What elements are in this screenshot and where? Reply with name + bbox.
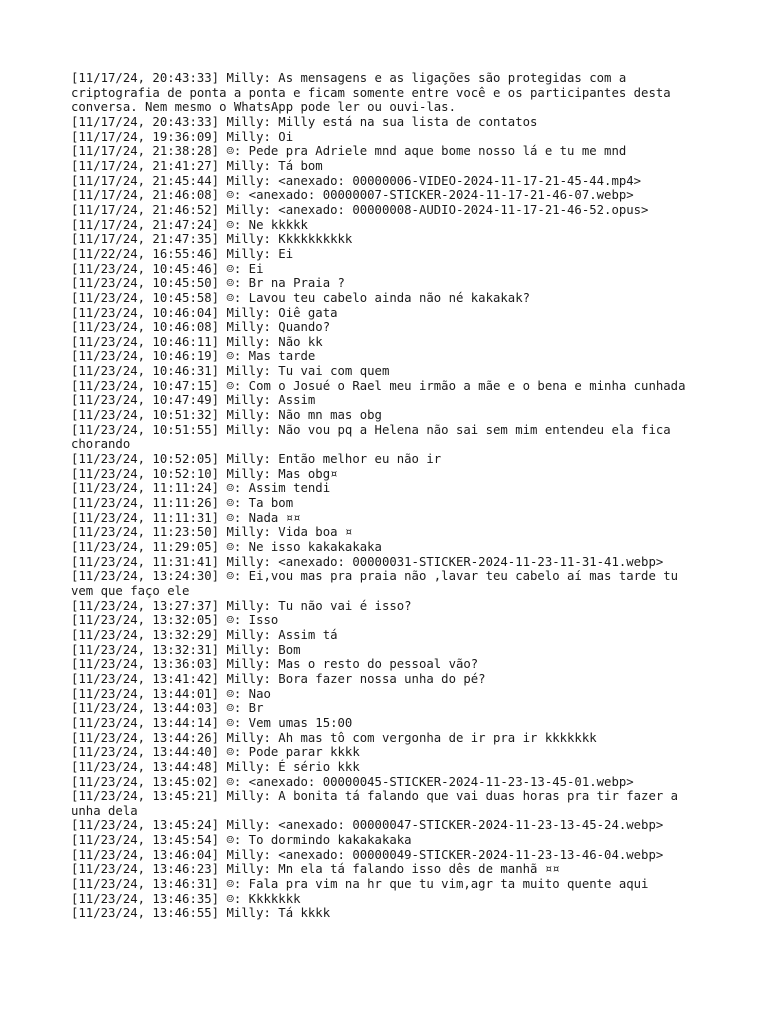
chat-line: [11/17/24, 21:46:52] Milly: <anexado: 00000008-AUDIO-2024-11-17-21-46-52.opus> bbox=[71, 202, 649, 217]
chat-line: [11/17/24, 21:47:35] Milly: Kkkkkkkkkk bbox=[71, 232, 353, 247]
chat-line: [11/23/24, 13:45:54] ☺: To dormindo kakakakaka bbox=[71, 833, 412, 848]
chat-line: [11/23/24, 13:32:31] Milly: Bom bbox=[71, 642, 301, 657]
chat-line: [11/23/24, 13:45:02] ☺: <anexado: 00000045-STICKER-2024-11-23-13-45-01.webp> bbox=[71, 774, 634, 789]
chat-line: [11/23/24, 10:51:32] Milly: Não mn mas obg bbox=[71, 408, 382, 423]
chat-line: [11/23/24, 10:47:15] ☺: Com o Josué o Rael meu irmão a mãe e o bena e minha cunhada bbox=[71, 378, 686, 393]
chat-line: [11/23/24, 10:52:10] Milly: Mas obg¤ bbox=[71, 466, 338, 481]
chat-line: [11/23/24, 13:46:55] Milly: Tá kkkk bbox=[71, 906, 331, 921]
chat-line: [11/23/24, 13:44:40] ☺: Pode parar kkkk bbox=[71, 745, 360, 760]
chat-line: [11/23/24, 10:46:31] Milly: Tu vai com quem bbox=[71, 364, 390, 379]
chat-line: [11/17/24, 20:43:33] Milly: Milly está na sua lista de contatos bbox=[71, 114, 538, 129]
chat-line: [11/17/24, 21:45:44] Milly: <anexado: 00000006-VIDEO-2024-11-17-21-45-44.mp4> bbox=[71, 173, 642, 188]
chat-line: [11/17/24, 21:41:27] Milly: Tá bom bbox=[71, 158, 323, 173]
chat-line: [11/23/24, 13:32:05] ☺: Isso bbox=[71, 613, 279, 628]
chat-line: [11/23/24, 10:46:04] Milly: Oiê gata bbox=[71, 305, 338, 320]
chat-line: [11/23/24, 13:24:30] ☺: Ei,vou mas pra praia não ,lavar teu cabelo aí mas tarde tu vem que faço ele bbox=[71, 569, 686, 598]
chat-line: [11/23/24, 13:46:31] ☺: Fala pra vim na hr que tu vim,agr ta muito quente aqui bbox=[71, 877, 649, 892]
chat-line: [11/23/24, 13:45:24] Milly: <anexado: 00000047-STICKER-2024-11-23-13-45-24.webp> bbox=[71, 818, 664, 833]
chat-line: [11/23/24, 13:45:21] Milly: A bonita tá falando que vai duas horas pra tir fazer a unha dela bbox=[71, 789, 686, 818]
chat-line: [11/23/24, 11:11:26] ☺: Ta bom bbox=[71, 496, 294, 511]
chat-line: [11/23/24, 13:44:03] ☺: Br bbox=[71, 701, 264, 716]
chat-line: [11/23/24, 10:45:58] ☺: Lavou teu cabelo ainda não né kakakak? bbox=[71, 290, 531, 305]
chat-line: [11/23/24, 10:46:08] Milly: Quando? bbox=[71, 320, 331, 335]
chat-line: [11/23/24, 13:46:04] Milly: <anexado: 00000049-STICKER-2024-11-23-13-46-04.webp> bbox=[71, 847, 664, 862]
chat-line: [11/23/24, 11:11:31] ☺: Nada ¤¤ bbox=[71, 510, 301, 525]
chat-line: [11/23/24, 11:29:05] ☺: Ne isso kakakakaka bbox=[71, 540, 382, 554]
chat-line: [11/23/24, 10:51:55] Milly: Não vou pq a Helena não sai sem mim entendeu ela fica chorando bbox=[71, 422, 679, 452]
chat-line: [11/23/24, 13:44:48] Milly: É sério kkk bbox=[71, 759, 360, 774]
chat-line: [11/23/24, 10:46:19] ☺: Mas tarde bbox=[71, 349, 316, 364]
chat-transcript bbox=[71, 71, 701, 921]
chat-line: [11/17/24, 21:38:28] ☺: Pede pra Adriele mnd aque bome nosso lá e tu me mnd bbox=[71, 144, 627, 159]
chat-line: [11/23/24, 13:44:26] Milly: Ah mas tô com vergonha de ir pra ir kkkkkkk bbox=[71, 730, 597, 745]
chat-line: [11/23/24, 10:45:50] ☺: Br na Praia ? bbox=[71, 276, 345, 291]
chat-line: [11/23/24, 13:36:03] Milly: Mas o resto do pessoal vão? bbox=[71, 657, 479, 672]
chat-line: [11/23/24, 10:46:11] Milly: Não kk bbox=[71, 334, 323, 349]
chat-line: [11/17/24, 19:36:09] Milly: Oi bbox=[71, 129, 294, 144]
chat-line: [11/23/24, 13:46:35] ☺: Kkkkkkk bbox=[71, 891, 301, 906]
chat-line: [11/23/24, 11:23:50] Milly: Vida boa ¤ bbox=[71, 525, 353, 540]
chat-line: [11/23/24, 11:31:41] Milly: <anexado: 00000031-STICKER-2024-11-23-11-31-41.webp> bbox=[71, 554, 664, 569]
chat-line: [11/23/24, 13:27:37] Milly: Tu não vai é isso? bbox=[71, 598, 412, 613]
chat-line: [11/17/24, 21:46:08] ☺: <anexado: 00000007-STICKER-2024-11-17-21-46-07.webp> bbox=[71, 188, 634, 203]
chat-line: [11/22/24, 16:55:46] Milly: Ei bbox=[71, 246, 294, 261]
chat-line: [11/23/24, 10:47:49] Milly: Assim bbox=[71, 393, 316, 408]
chat-line: [11/23/24, 13:32:29] Milly: Assim tá bbox=[71, 627, 338, 642]
chat-line: [11/17/24, 21:47:24] ☺: Ne kkkkk bbox=[71, 217, 308, 232]
chat-line: [11/23/24, 13:44:14] ☺: Vem umas 15:00 bbox=[71, 715, 353, 730]
chat-line: [11/23/24, 11:11:24] ☺: Assim tendi bbox=[71, 481, 331, 496]
chat-line: [11/23/24, 13:44:01] ☺: Nao bbox=[71, 686, 271, 701]
chat-line: [11/23/24, 10:45:46] ☺: Ei bbox=[71, 261, 264, 276]
chat-line: [11/17/24, 20:43:33] Milly: As mensagens e as ligações são protegidas com a criptografia de ponta a ponta e ficam somente entre você e os participantes desta conversa. Nem mesmo o WhatsApp pode ler ou ouvi-las. bbox=[71, 71, 679, 115]
chat-line: [11/23/24, 13:46:23] Milly: Mn ela tá falando isso dês de manhã ¤¤ bbox=[71, 862, 560, 877]
chat-line: [11/23/24, 10:52:05] Milly: Então melhor eu não ir bbox=[71, 452, 442, 467]
chat-line: [11/23/24, 13:41:42] Milly: Bora fazer nossa unha do pé? bbox=[71, 671, 486, 686]
